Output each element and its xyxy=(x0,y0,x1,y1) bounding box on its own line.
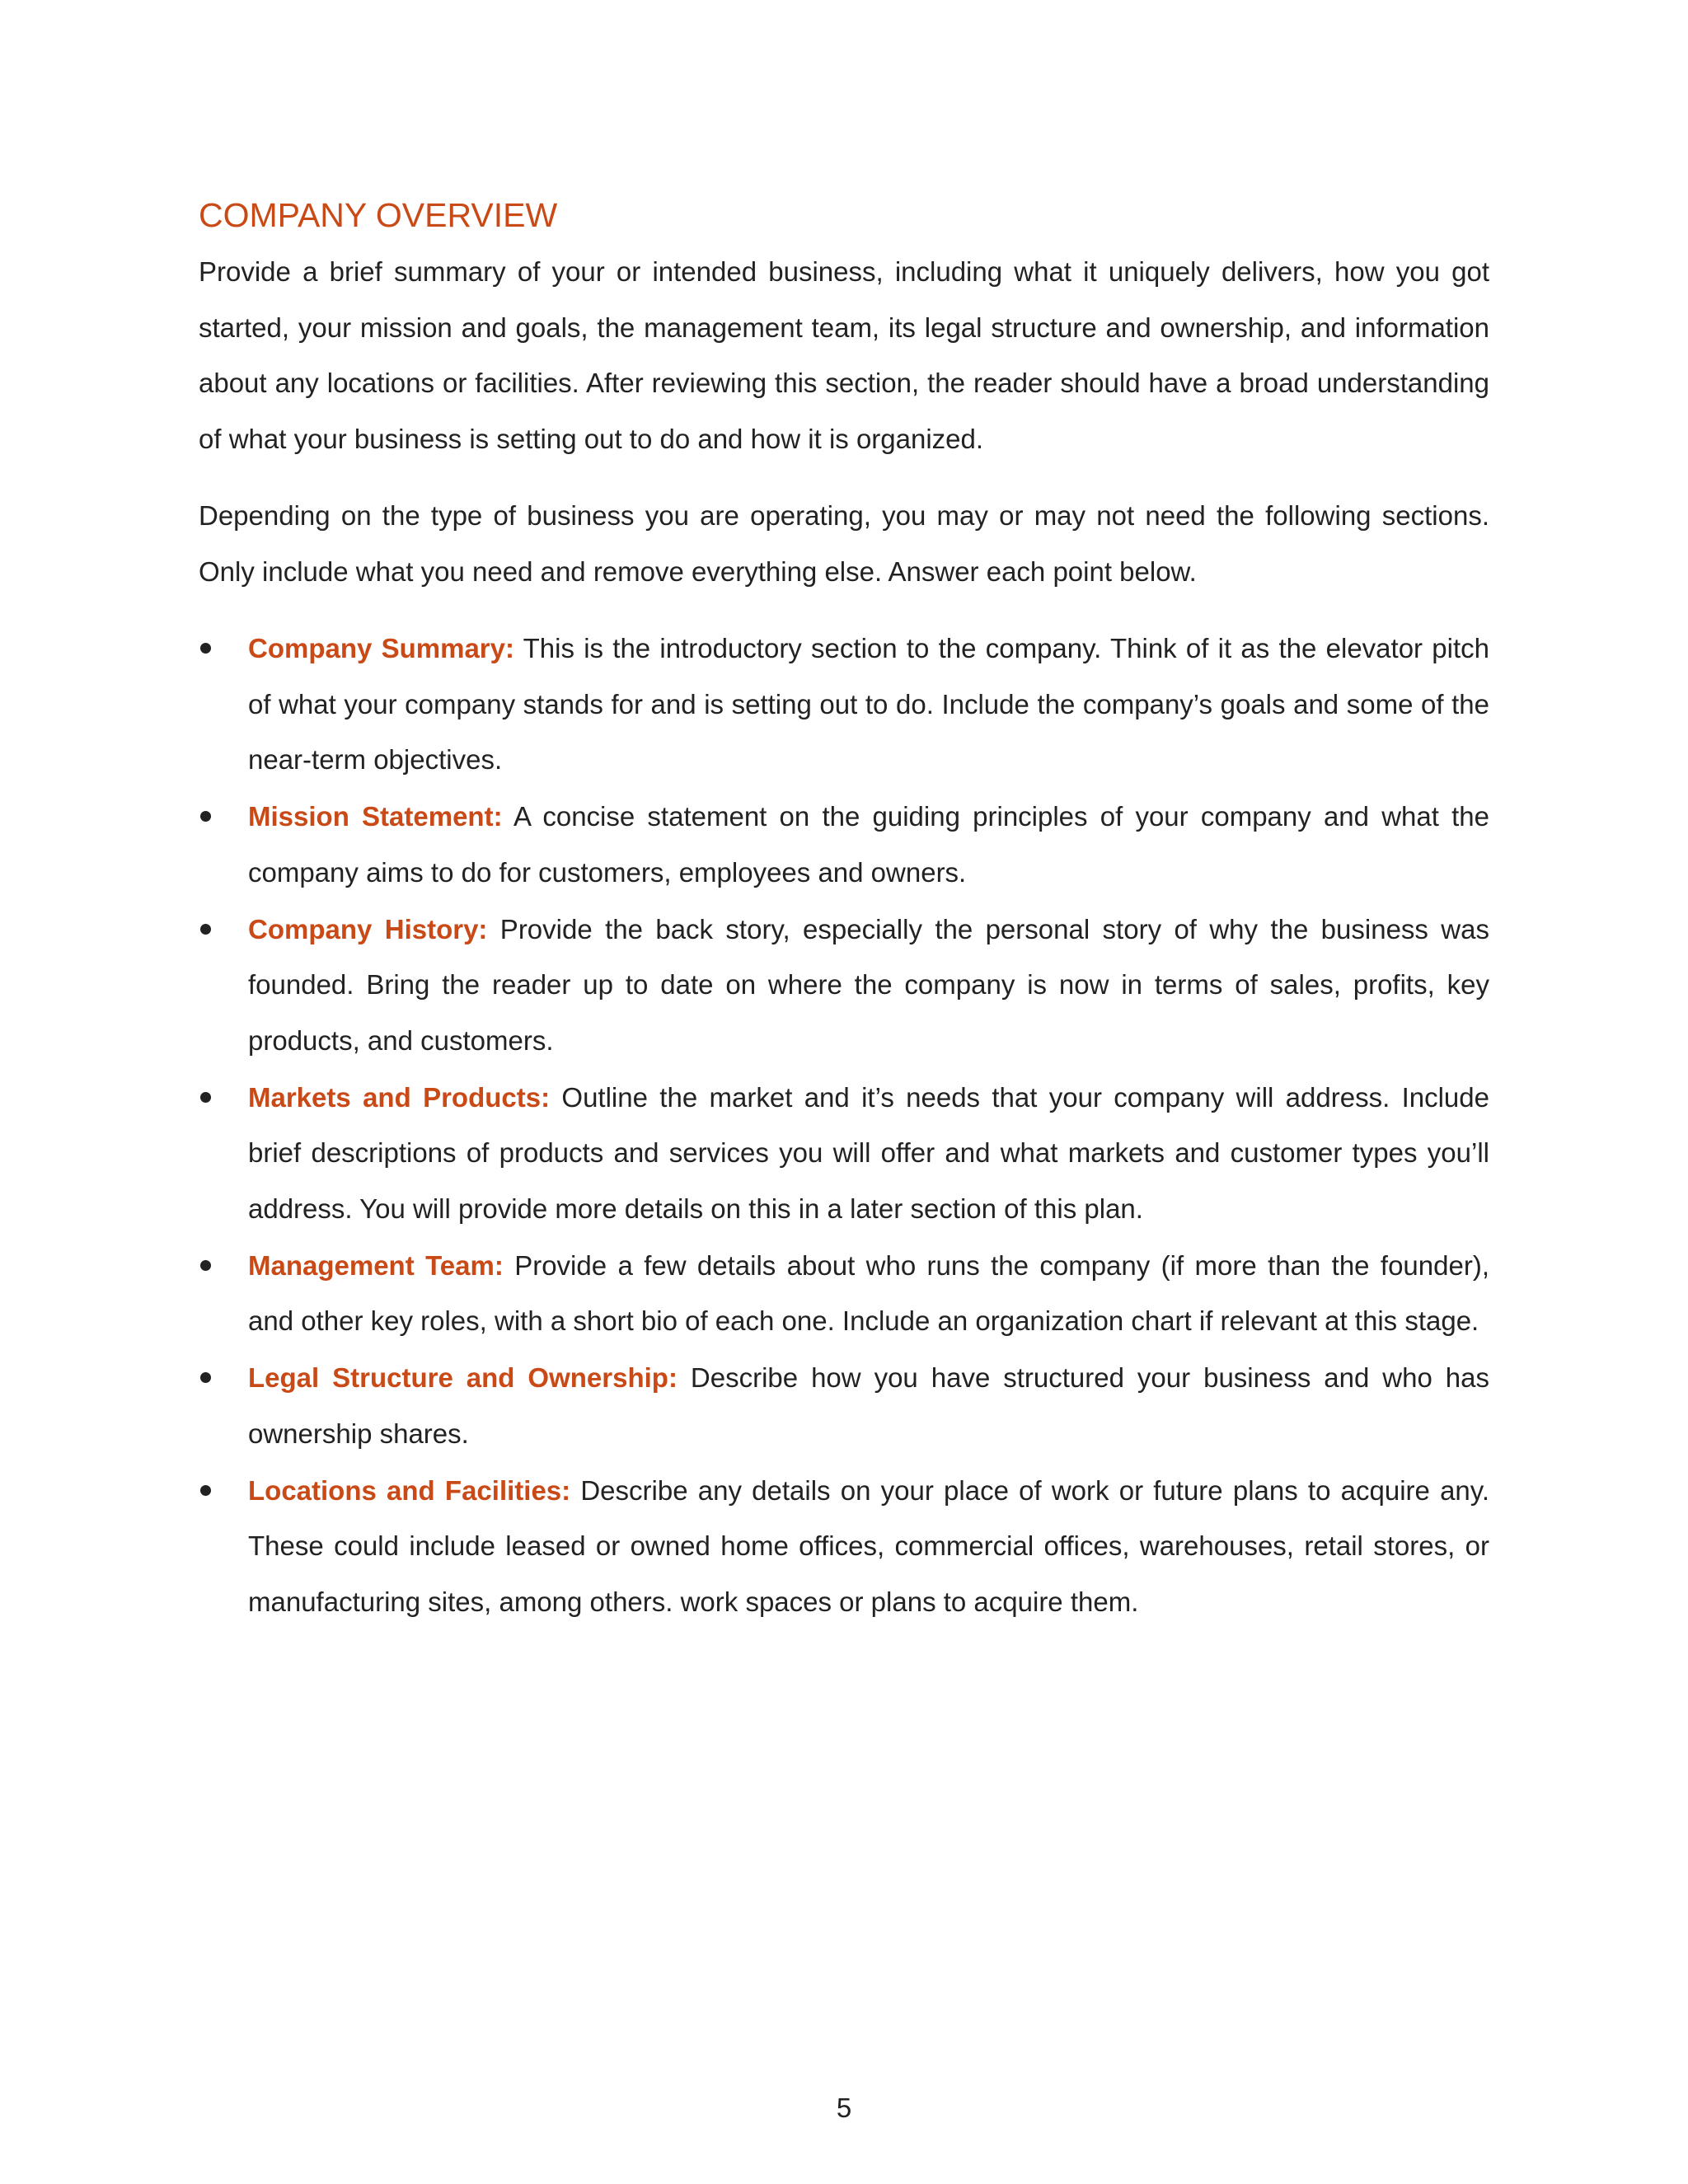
bullet-text: Provide a few details about who runs the company (if more than the founder), and other key roles, with a short bio of each one. Include an organization chart if relevant at this stage. xyxy=(248,1249,1489,1336)
page-content xyxy=(199,194,1489,1631)
list-item-locations-and-facilities xyxy=(199,1463,1489,1630)
list-item-mission-statement xyxy=(199,789,1489,900)
bullet-text: Describe any details on your place of work or future plans to acquire any. These could include leased or owned home offices, commercial offices, warehouses, retail stores, or manufacturing sites, among others. work spaces or plans to acquire them. xyxy=(248,1474,1490,1617)
list-item-markets-and-products xyxy=(199,1070,1489,1237)
bullet-dot-icon xyxy=(200,1485,211,1496)
bullet-text: A concise statement on the guiding principles of your company and what the company aims to do for customers, employees and owners. xyxy=(248,801,1489,888)
bullet-dot-icon xyxy=(200,643,211,654)
list-item-company-history xyxy=(199,902,1489,1069)
bullet-text: Describe how you have structured your business and who has ownership shares. xyxy=(248,1362,1490,1449)
bullet-text: Outline the market and it’s needs that your company will address. Include brief descriptions of products and services you will offer and what markets and customer types you’ll address. You will provide more details on this in a later section of this plan. xyxy=(248,1081,1489,1224)
bullet-label: Management Team: xyxy=(248,1249,504,1281)
bullet-text: Provide the back story, especially the personal story of why the business was founded. Bring the reader up to date on where the company is now in terms of sales, profits, key products, and customers. xyxy=(248,913,1489,1056)
bullet-label: Markets and Products: xyxy=(248,1081,551,1113)
intro-paragraph: Provide a brief summary of your or intended business, including what it uniquely delivers, how you got started, your mission and goals, the management team, its legal structure and ownership, and information about any locations or facilities. After reviewing this section, the reader should have a broad understanding of what your business is setting out to do and how it is organized. xyxy=(199,256,1489,454)
bullet-dot-icon xyxy=(200,811,211,822)
list-item-company-summary xyxy=(199,621,1489,788)
bullet-dot-icon xyxy=(200,1092,211,1103)
list-item-legal-structure xyxy=(199,1350,1489,1461)
bullet-label: Locations and Facilities: xyxy=(248,1474,571,1506)
bullet-dot-icon xyxy=(200,1372,211,1383)
page-number: 5 xyxy=(836,2093,852,2123)
bullet-label: Company History: xyxy=(248,913,488,944)
bullet-label: Mission Statement: xyxy=(248,801,503,832)
section-heading: COMPANY OVERVIEW xyxy=(199,196,558,234)
bullet-dot-icon xyxy=(200,924,211,935)
bullet-text: This is the introductory section to the company. Think of it as the elevator pitch of what your company stands for and is setting out to do. Include the company’s goals and some of the near-term objectives. xyxy=(248,633,1489,775)
section-bullet-list xyxy=(199,621,1489,1629)
list-item-management-team xyxy=(199,1238,1489,1349)
instructions-paragraph: Depending on the type of business you are operating, you may or may not need the following sections. Only include what you need and remove everything else. Answer each point below. xyxy=(199,500,1489,587)
bullet-label: Legal Structure and Ownership: xyxy=(248,1362,678,1393)
bullet-label: Company Summary: xyxy=(248,633,514,663)
bullet-dot-icon xyxy=(200,1260,211,1271)
